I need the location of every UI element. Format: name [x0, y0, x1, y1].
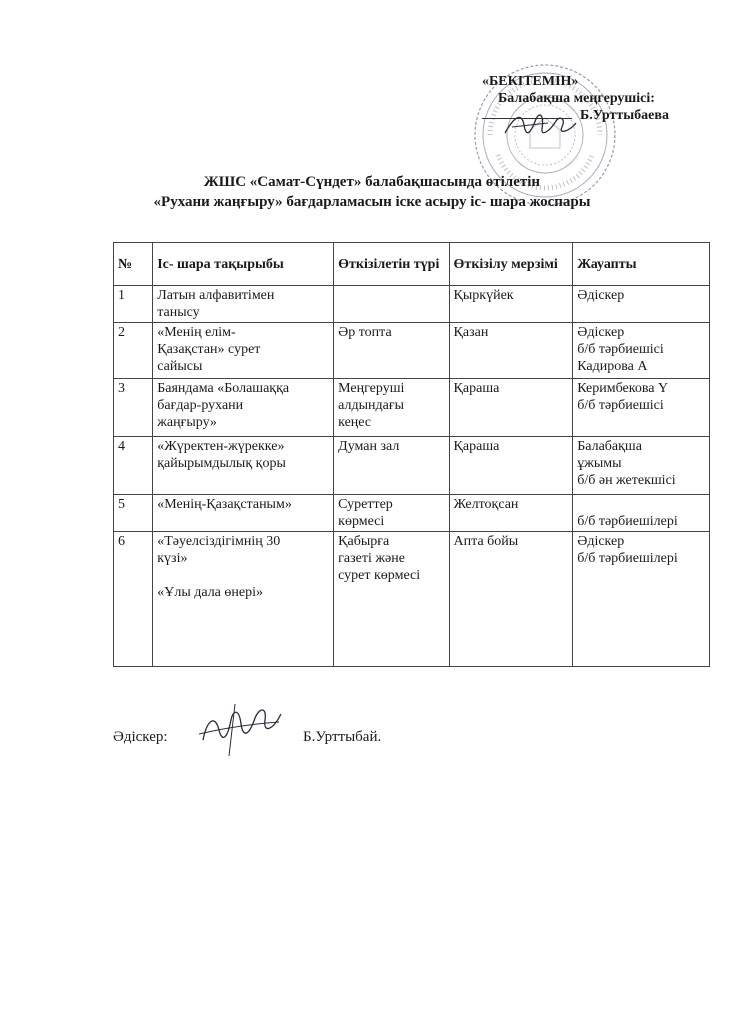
cell-type: [334, 286, 449, 323]
cell-resp: [573, 495, 710, 532]
header-number: №: [114, 243, 153, 286]
cell-number: 2: [114, 323, 153, 379]
cell-text: Желтоқсан: [453, 497, 519, 512]
cell-text: «Тәуелсіздігімнің 30: [157, 534, 281, 549]
cell-date: [449, 495, 573, 532]
cell-resp: [573, 286, 710, 323]
header-topic: Іс- шара тақырыбы: [153, 243, 334, 286]
cell-text: Әдіскер: [577, 534, 625, 549]
cell-text: б/б тәрбиешілері: [577, 551, 678, 566]
cell-date: [449, 437, 573, 495]
cell-type: [334, 379, 449, 437]
table-row: [114, 532, 710, 667]
cell-text: жаңғыру»: [157, 415, 217, 430]
cell-text: б/б тәрбиешілері: [577, 514, 678, 529]
cell-text: Қыркүйек: [453, 288, 514, 303]
document-title: [0, 172, 744, 212]
cell-number: 4: [114, 437, 153, 495]
cell-type: [334, 495, 449, 532]
cell-topic: [153, 532, 334, 667]
title-line-1: ЖШС «Самат-Сүндет» балабақшасында өтілетін: [203, 174, 541, 190]
cell-text: ұжымы: [577, 456, 622, 471]
title-line-2: «Рухани жаңғыру» бағдарламасын іске асыру іс- шара жоспары: [153, 194, 591, 210]
methodist-signature: [195, 700, 285, 760]
table-row: [114, 323, 710, 379]
approval-position: Балабақша меңгерушісі:: [498, 91, 655, 106]
cell-topic: [153, 495, 334, 532]
cell-text: Әдіскер: [577, 288, 625, 303]
header-format: Өткізілетін түрі: [334, 243, 449, 286]
cell-text: Қараша: [453, 381, 500, 396]
cell-text: көрмесі: [338, 514, 385, 529]
cell-text: Қазан: [453, 325, 489, 340]
header-date: Өткізілу мерзімі: [449, 243, 573, 286]
cell-text: Меңгеруші: [338, 381, 405, 396]
cell-text: Кадирова А: [577, 359, 648, 374]
cell-number: 1: [114, 286, 153, 323]
cell-resp: [573, 532, 710, 667]
cell-text: қайырымдылық қоры: [157, 456, 286, 471]
cell-text: Апта бойы: [453, 534, 519, 549]
cell-topic: [153, 286, 334, 323]
cell-text: «Менің-Қазақстаным»: [157, 497, 292, 512]
cell-text: танысу: [157, 305, 200, 320]
cell-text: Думан зал: [338, 439, 400, 454]
table-row: [114, 379, 710, 437]
table-row: [114, 286, 710, 323]
table-row: [114, 437, 710, 495]
cell-resp: [573, 379, 710, 437]
event-plan-table: [113, 242, 710, 667]
cell-type: [334, 323, 449, 379]
cell-text: «Менің елім-: [157, 325, 236, 340]
approval-name: Б.Урттыбаева: [580, 108, 669, 123]
cell-text: «Жүректен-жүрекке»: [157, 439, 285, 454]
cell-topic: [153, 437, 334, 495]
cell-text: Керимбекова Ү: [577, 381, 669, 396]
cell-text: газеті және: [338, 551, 405, 566]
cell-text: сурет көрмесі: [338, 568, 421, 583]
cell-number: 5: [114, 495, 153, 532]
cell-text: күзі»: [157, 551, 188, 566]
footer-role: Әдіскер:: [113, 729, 168, 745]
cell-number: 6: [114, 532, 153, 667]
cell-date: [449, 532, 573, 667]
header-responsible: Жауапты: [573, 243, 710, 286]
cell-text: «Ұлы дала өнері»: [157, 585, 263, 600]
cell-text: сайысы: [157, 359, 203, 374]
cell-text: Баяндама «Болашаққа: [157, 381, 290, 396]
cell-text: [577, 496, 705, 513]
cell-topic: [153, 323, 334, 379]
head-signature: [500, 105, 580, 145]
cell-text: Қараша: [453, 439, 500, 454]
cell-text: [157, 567, 329, 584]
cell-text: Әдіскер: [577, 325, 625, 340]
cell-text: кеңес: [338, 415, 372, 430]
cell-text: Қазақстан» сурет: [157, 342, 261, 357]
table-header-row: [114, 243, 710, 286]
cell-number: 3: [114, 379, 153, 437]
cell-date: [449, 286, 573, 323]
cell-text: бағдар-рухани: [157, 398, 244, 413]
table-body: [114, 286, 710, 667]
cell-text: алдындағы: [338, 398, 404, 413]
cell-type: [334, 532, 449, 667]
approval-heading: «БЕКІТЕМІН»: [482, 74, 579, 89]
cell-resp: [573, 323, 710, 379]
cell-text: Суреттер: [338, 497, 393, 512]
cell-text: б/б тәрбиешісі: [577, 398, 664, 413]
table-row: [114, 495, 710, 532]
cell-text: Балабақша: [577, 439, 642, 454]
cell-date: [449, 323, 573, 379]
cell-text: Әр топта: [338, 325, 392, 340]
cell-date: [449, 379, 573, 437]
cell-resp: [573, 437, 710, 495]
cell-text: Латын алфавитімен: [157, 288, 275, 303]
cell-text: Қабырға: [338, 534, 390, 549]
cell-text: б/б тәрбиешісі: [577, 342, 664, 357]
cell-topic: [153, 379, 334, 437]
cell-text: б/б ән жетекшісі: [577, 473, 676, 488]
footer-name: Б.Урттыбай.: [303, 729, 382, 745]
cell-type: [334, 437, 449, 495]
